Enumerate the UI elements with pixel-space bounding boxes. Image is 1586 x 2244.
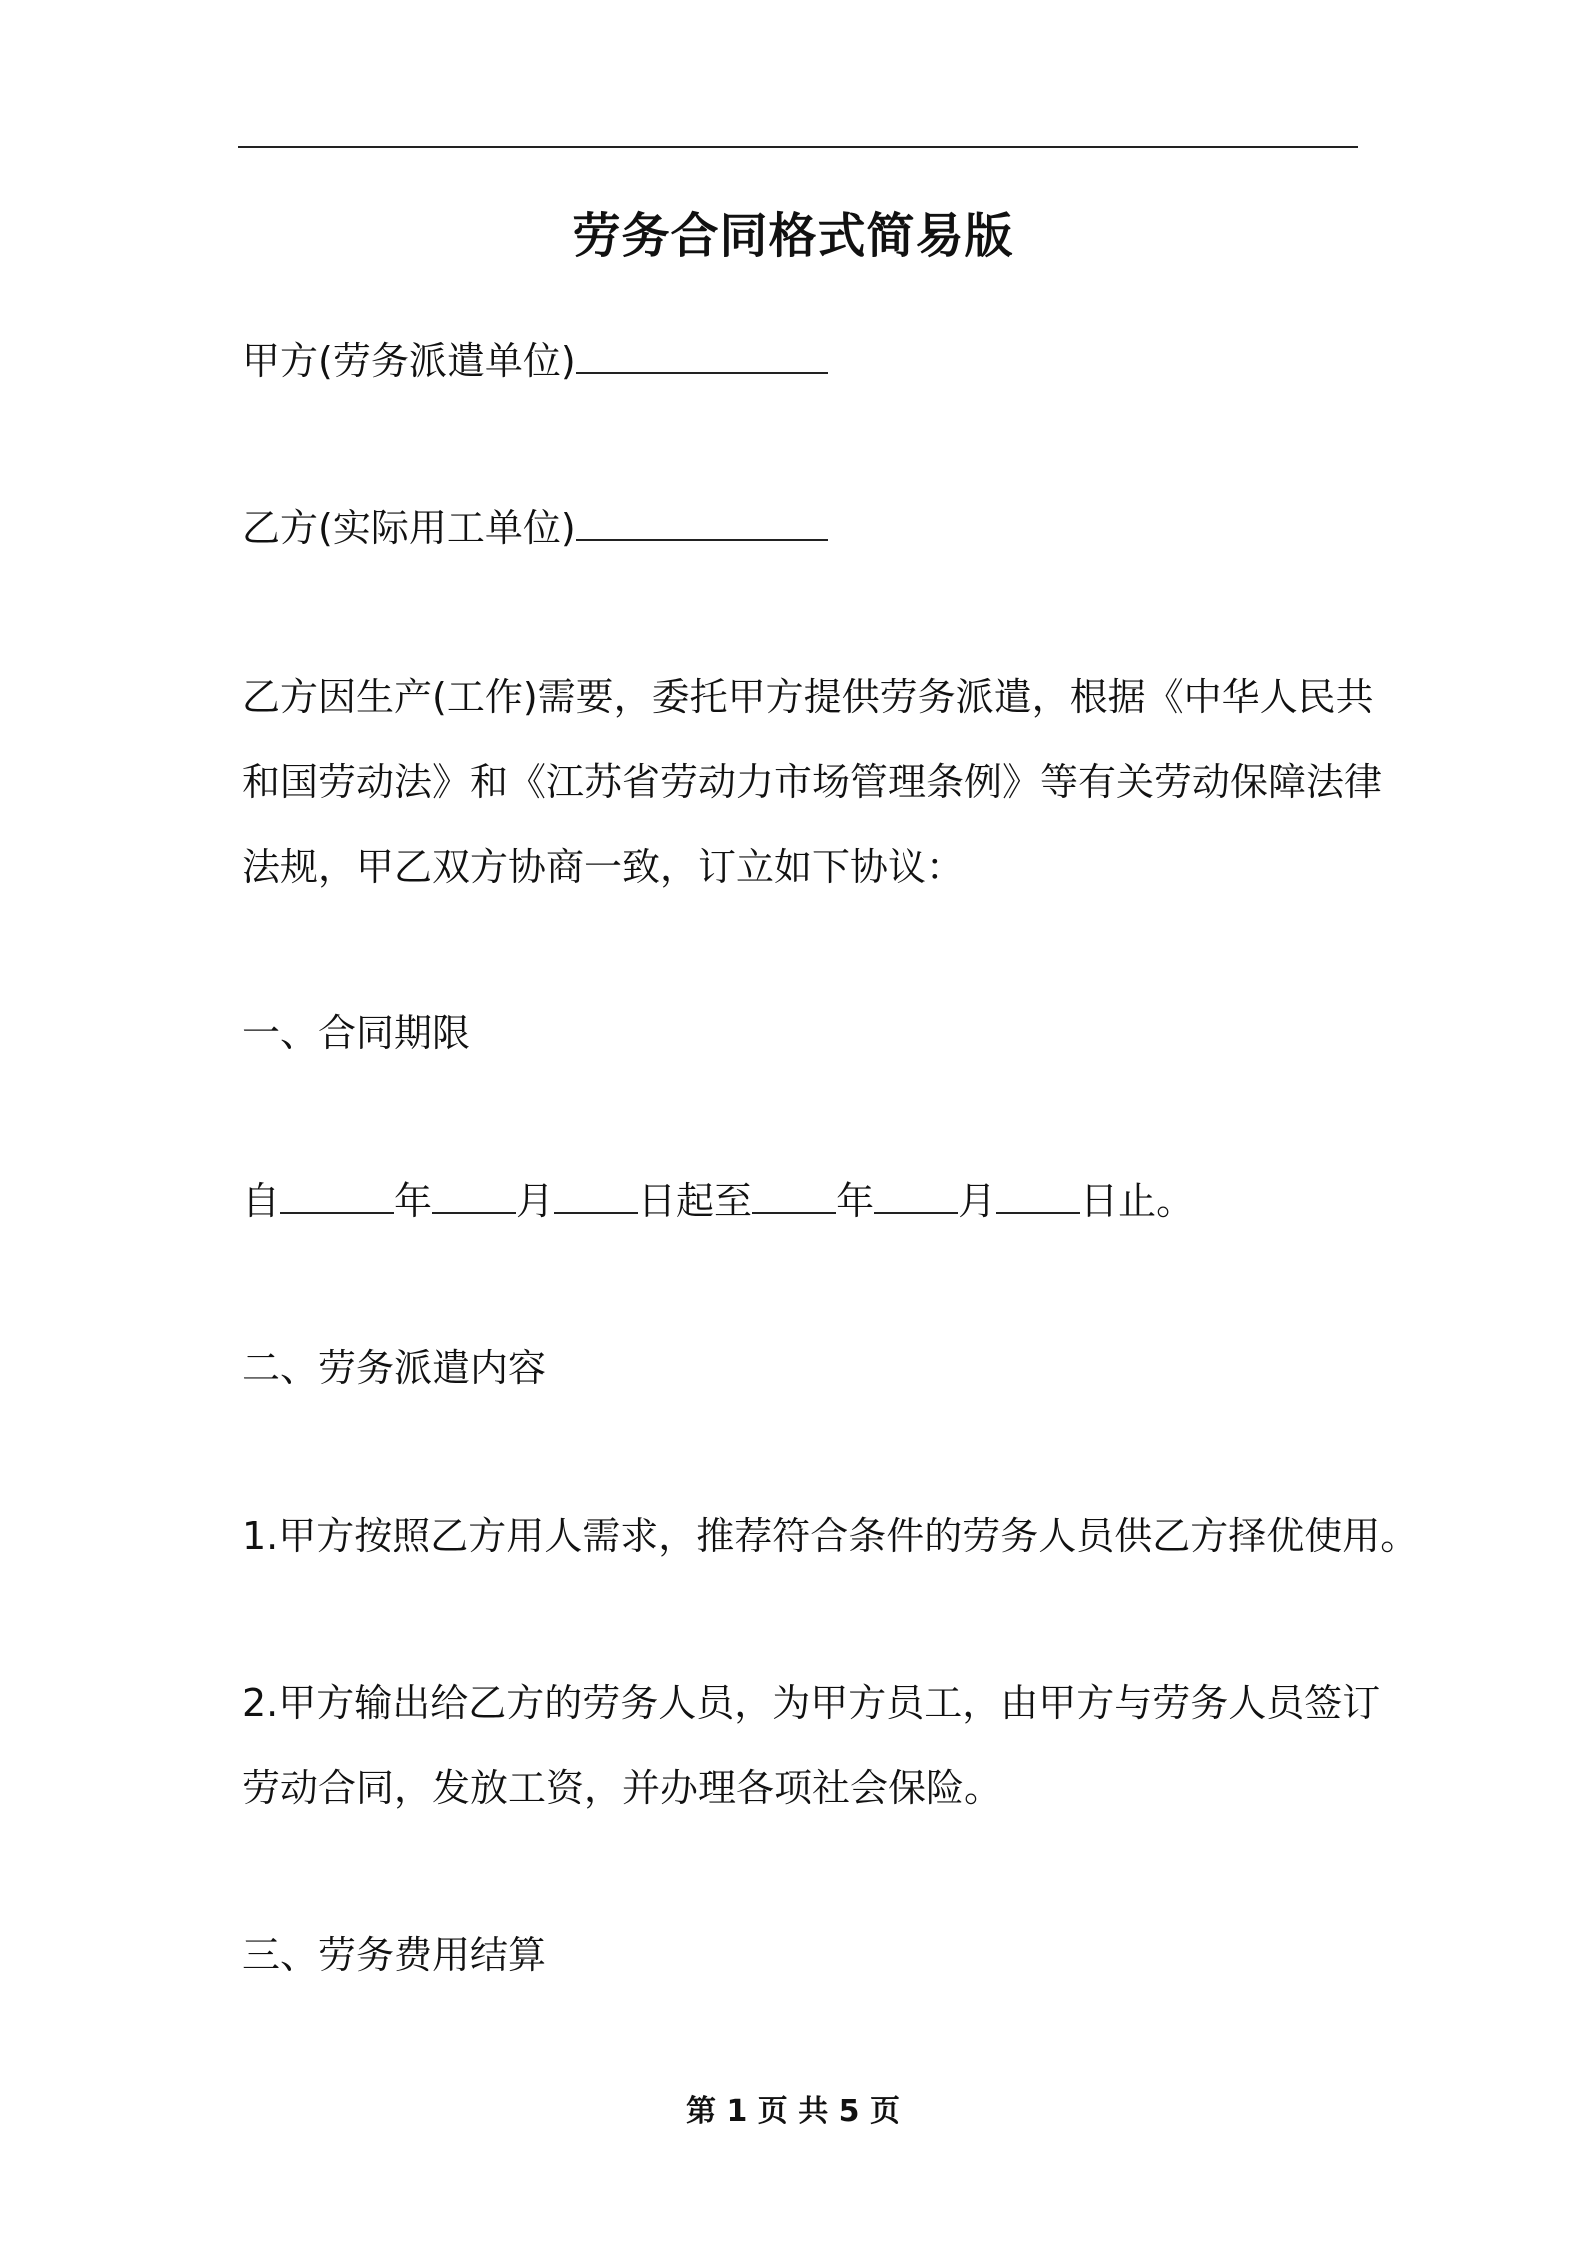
party-b-label: 乙方(实际用工单位) bbox=[242, 506, 576, 550]
end-year-blank bbox=[752, 1180, 836, 1214]
item-1: 1.甲方按照乙方用人需求，推荐符合条件的劳务人员供乙方择优使用。 bbox=[242, 1514, 1419, 1558]
end-month-blank bbox=[874, 1180, 958, 1214]
header-rule bbox=[238, 146, 1358, 148]
section-2-heading: 二、劳务派遣内容 bbox=[242, 1346, 547, 1390]
start-month-blank bbox=[432, 1180, 516, 1214]
term-year-2: 年 bbox=[836, 1179, 875, 1223]
section-1-heading: 一、合同期限 bbox=[242, 1011, 471, 1055]
party-b-blank bbox=[576, 507, 828, 541]
term-year-1: 年 bbox=[394, 1179, 433, 1223]
start-day-blank bbox=[554, 1180, 638, 1214]
party-a-blank bbox=[576, 340, 828, 374]
section-3-heading: 三、劳务费用结算 bbox=[242, 1933, 547, 1977]
item-2-line-1: 2.甲方输出给乙方的劳务人员，为甲方员工，由甲方与劳务人员签订 bbox=[242, 1681, 1381, 1725]
term-line bbox=[242, 1176, 1194, 1226]
term-from: 自 bbox=[242, 1179, 281, 1223]
term-month-1: 月 bbox=[516, 1179, 555, 1223]
end-day-blank bbox=[996, 1180, 1080, 1214]
term-month-2: 月 bbox=[958, 1179, 997, 1223]
page-number-footer: 第 1 页 共 5 页 bbox=[686, 2094, 900, 2129]
start-year-blank bbox=[280, 1180, 394, 1214]
preamble-line-2: 和国劳动法》和《江苏省劳动力市场管理条例》等有关劳动保障法律 bbox=[242, 760, 1383, 804]
term-day-start: 日起至 bbox=[638, 1179, 753, 1223]
document-title: 劳务合同格式简易版 bbox=[572, 208, 1014, 264]
party-a-line bbox=[242, 336, 828, 386]
term-day-end: 日止。 bbox=[1080, 1179, 1195, 1223]
preamble-line-1: 乙方因生产(工作)需要，委托甲方提供劳务派遣，根据《中华人民共 bbox=[242, 675, 1374, 719]
item-2-line-2: 劳动合同，发放工资，并办理各项社会保险。 bbox=[242, 1766, 1003, 1810]
preamble-line-3: 法规，甲乙双方协商一致，订立如下协议： bbox=[242, 845, 965, 889]
party-b-line bbox=[242, 503, 828, 553]
party-a-label: 甲方(劳务派遣单位) bbox=[242, 339, 576, 383]
